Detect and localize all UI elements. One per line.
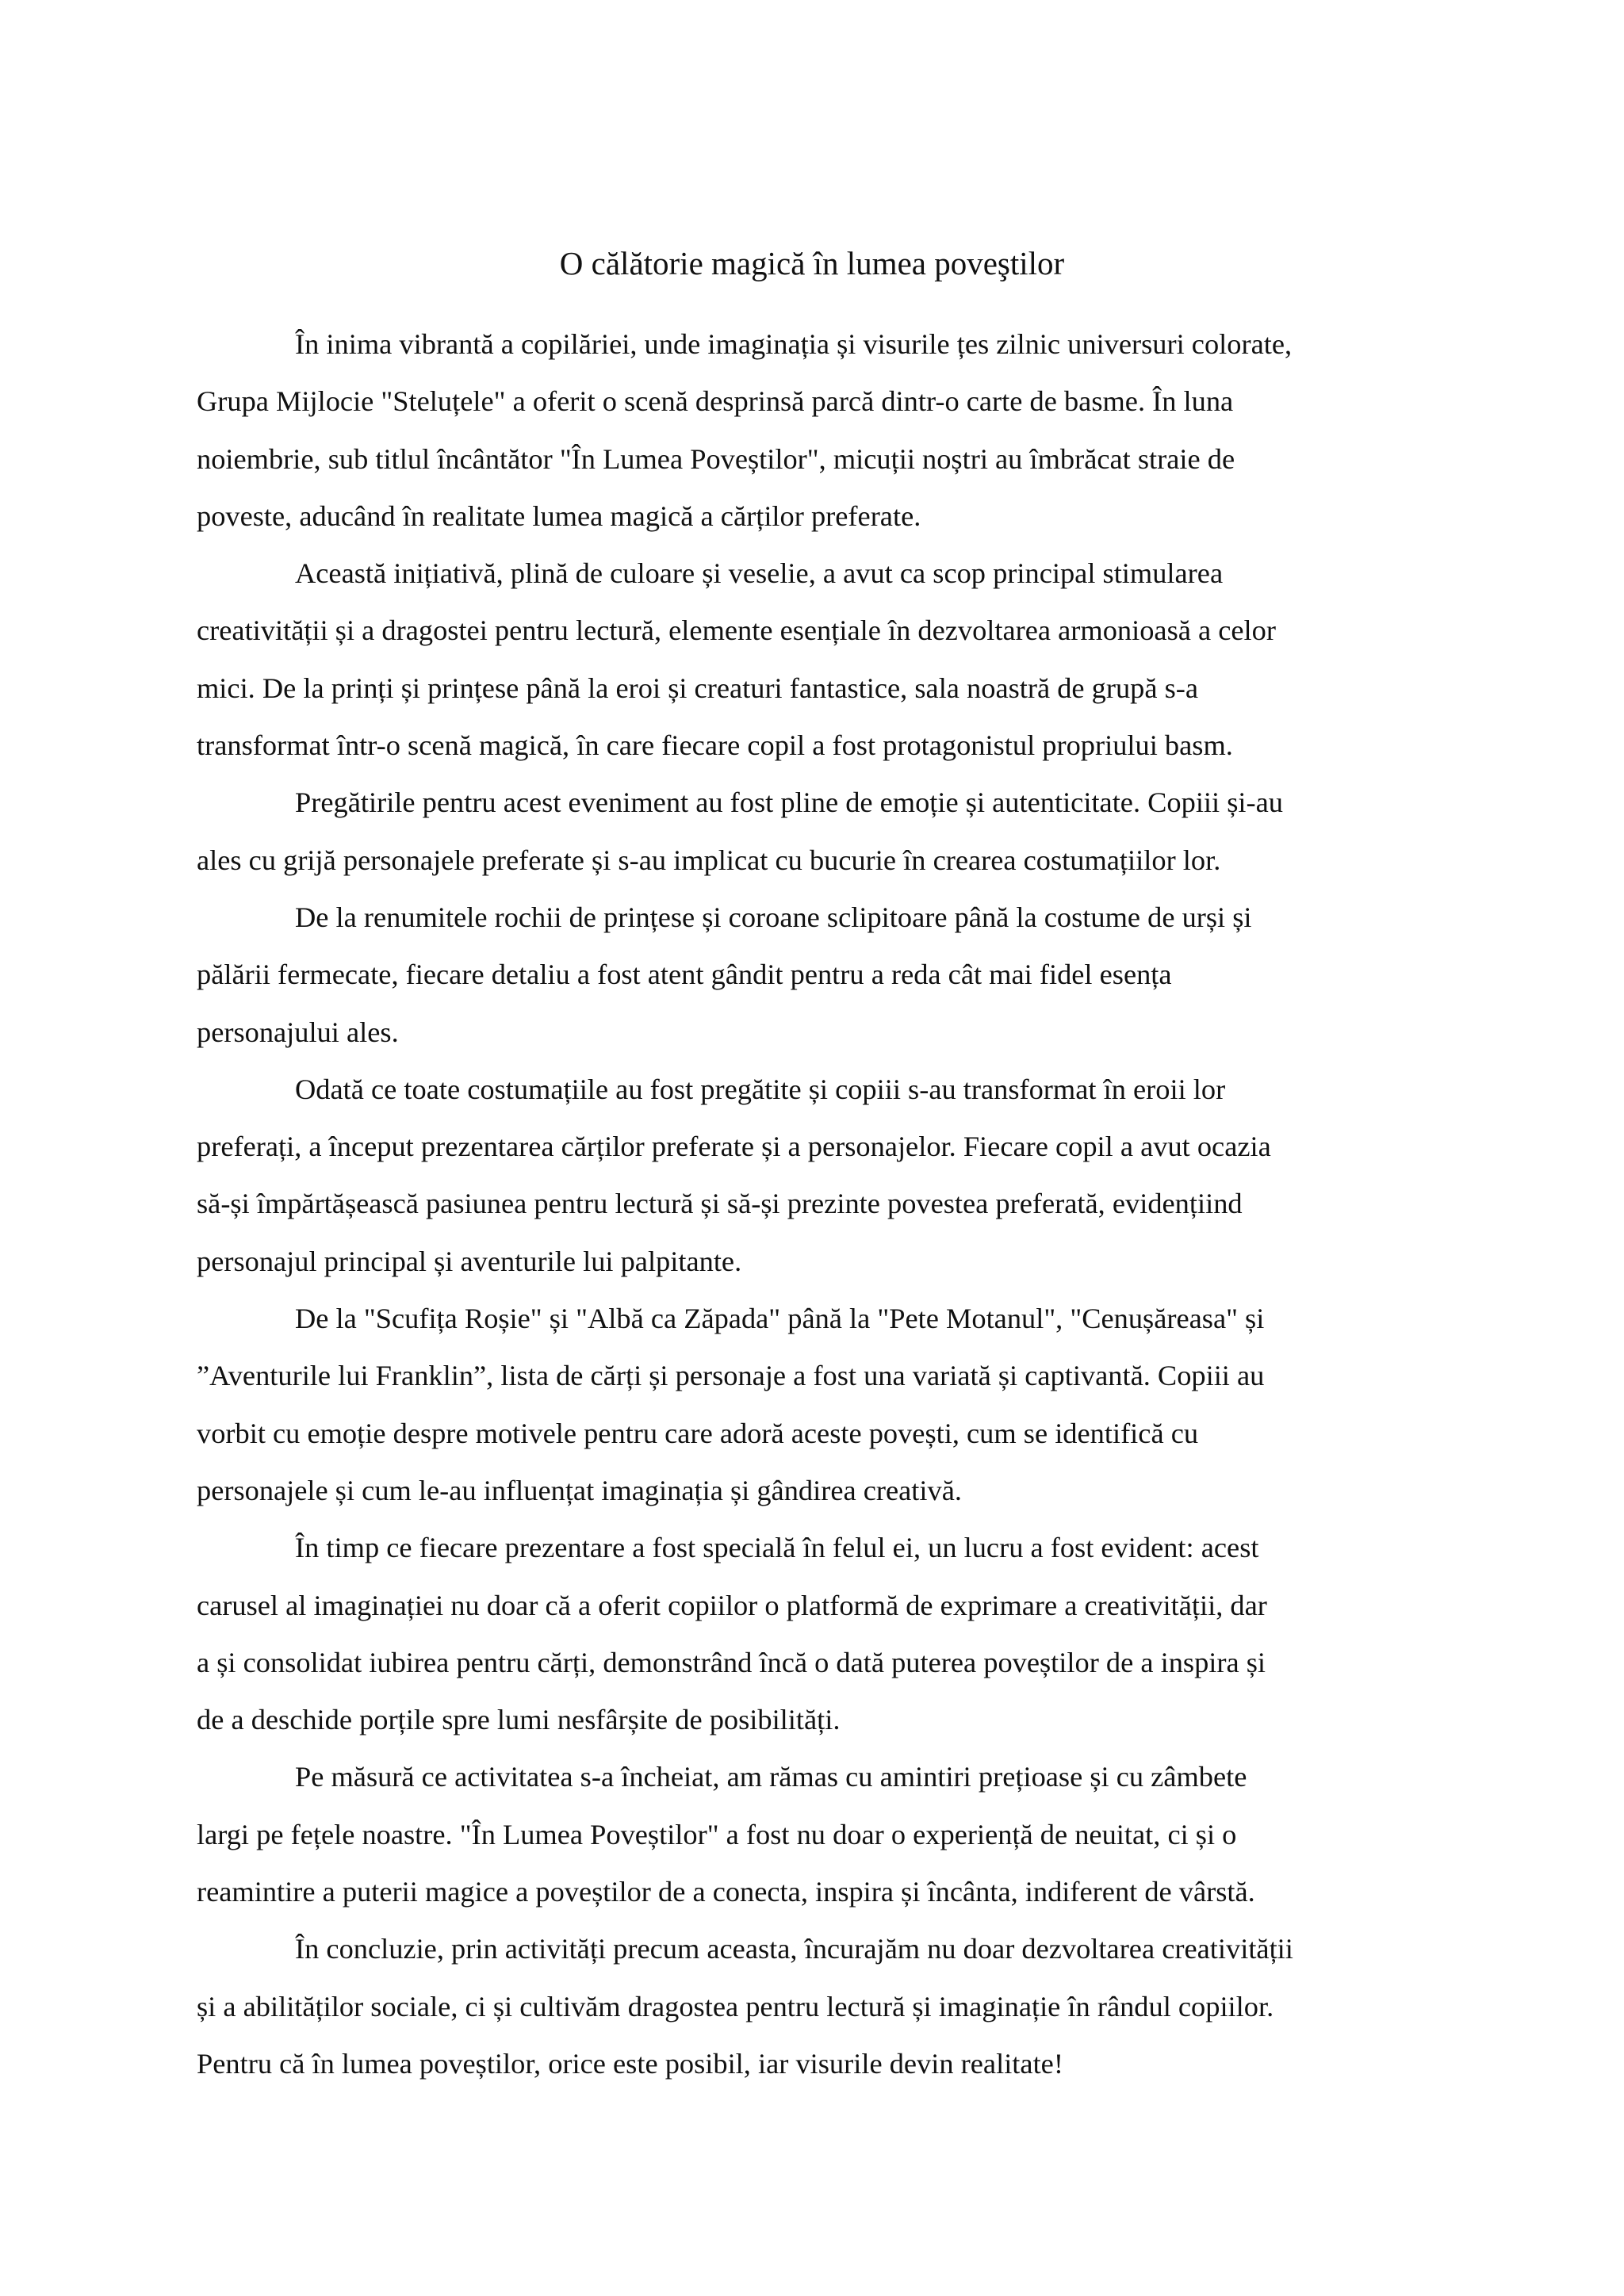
paragraph-line: și a abilităților sociale, ci și cultivăm dragostea pentru lectură și imaginație în rândul copiilor. bbox=[197, 1990, 1274, 2022]
paragraph-line: noiembrie, sub titlul încântător "În Lumea Poveștilor", micuții noștri au îmbrăcat straie de bbox=[197, 442, 1235, 475]
paragraph-line: largi pe fețele noastre. "În Lumea Poveștilor" a fost nu doar o experiență de neuitat, ci și o bbox=[197, 1818, 1237, 1850]
paragraph-6 bbox=[197, 1290, 1434, 1519]
paragraph-line: ales cu grijă personajele preferate și s-au implicat cu bucurie în crearea costumațiilor lor. bbox=[197, 844, 1221, 876]
paragraph-line: În timp ce fiecare prezentare a fost specială în felul ei, un lucru a fost evident: acest bbox=[295, 1532, 1259, 1564]
paragraph-line: În concluzie, prin activități precum aceasta, încurajăm nu doar dezvoltarea creativității bbox=[295, 1933, 1293, 1965]
paragraph-3 bbox=[197, 774, 1434, 889]
paragraph-line: reamintire a puterii magice a poveștilor de a conecta, inspira și încânta, indiferent de vârstă. bbox=[197, 1876, 1255, 1908]
paragraph-line: carusel al imaginației nu doar că a oferit copiilor o platformă de exprimare a creativității, dar bbox=[197, 1589, 1267, 1621]
paragraph-line: mici. De la prinți și prințese până la eroi și creaturi fantastice, sala noastră de grupă s-a bbox=[197, 672, 1199, 704]
paragraph-line: Pregătirile pentru acest eveniment au fost pline de emoție și autenticitate. Copiii și-au bbox=[295, 786, 1283, 819]
paragraph-2 bbox=[197, 545, 1434, 774]
document-title: O călătorie magică în lumea poveştilor bbox=[559, 245, 1065, 281]
document-body bbox=[197, 316, 1434, 2092]
paragraph-line: În inima vibrantă a copilăriei, unde imaginația și visurile țes zilnic universuri colorate, bbox=[295, 328, 1293, 360]
paragraph-line: Grupa Mijlocie "Steluțele" a oferit o scenă desprinsă parcă dintr-o carte de basme. În luna bbox=[197, 385, 1234, 418]
paragraph-line: de a deschide porțile spre lumi nesfârșite de posibilități. bbox=[197, 1704, 841, 1736]
paragraph-line: pălării fermecate, fiecare detaliu a fost atent gândit pentru a reda cât mai fidel esența bbox=[197, 959, 1172, 991]
paragraph-line: personajele și cum le-au influențat imaginația și gândirea creativă. bbox=[197, 1474, 962, 1506]
paragraph-9 bbox=[197, 1920, 1434, 2092]
paragraph-line: preferați, a început prezentarea cărților preferate și a personajelor. Fiecare copil a avut ocazia bbox=[197, 1131, 1271, 1163]
paragraph-line: personajul principal și aventurile lui palpitante. bbox=[197, 1245, 742, 1277]
paragraph-8 bbox=[197, 1748, 1434, 1920]
paragraph-7 bbox=[197, 1519, 1434, 1748]
paragraph-line: să-și împărtășească pasiunea pentru lectură și să-și prezinte povestea preferată, evidențiind bbox=[197, 1188, 1243, 1220]
paragraph-line: De la renumitele rochii de prințese și coroane sclipitoare până la costume de urși și bbox=[295, 901, 1252, 933]
paragraph-line: creativității și a dragostei pentru lectură, elemente esențiale în dezvoltarea armonioasă a celor bbox=[197, 614, 1276, 647]
paragraph-line: transformat într-o scenă magică, în care fiecare copil a fost protagonistul propriului basm. bbox=[197, 729, 1233, 762]
paragraph-line: Pentru că în lumea poveștilor, orice este posibil, iar visurile devin realitate! bbox=[197, 2047, 1063, 2080]
paragraph-line: poveste, aducând în realitate lumea magică a cărților preferate. bbox=[197, 499, 921, 532]
paragraph-line: a și consolidat iubirea pentru cărți, demonstrând încă o dată puterea poveștilor de a inspira și bbox=[197, 1646, 1266, 1678]
paragraph-line: ”Aventurile lui Franklin”, lista de cărți și personaje a fost una variată și captivantă. Copiii au bbox=[197, 1360, 1265, 1392]
paragraph-line: Odată ce toate costumațiile au fost pregătite și copiii s-au transformat în eroii lor bbox=[295, 1073, 1226, 1105]
paragraph-line: Pe măsură ce activitatea s-a încheiat, am rămas cu amintiri prețioase și cu zâmbete bbox=[295, 1761, 1247, 1793]
paragraph-line: De la "Scufița Roșie" și "Albă ca Zăpada" până la "Pete Motanul", "Cenușăreasa" și bbox=[295, 1303, 1265, 1335]
paragraph-line: vorbit cu emoție despre motivele pentru care adoră aceste povești, cum se identifică cu bbox=[197, 1417, 1199, 1449]
paragraph-1 bbox=[197, 316, 1434, 545]
paragraph-5 bbox=[197, 1061, 1434, 1290]
paragraph-line: personajului ales. bbox=[197, 1016, 399, 1048]
paragraph-4 bbox=[197, 889, 1434, 1061]
paragraph-line: Această inițiativă, plină de culoare și veselie, a avut ca scop principal stimularea bbox=[295, 557, 1224, 590]
